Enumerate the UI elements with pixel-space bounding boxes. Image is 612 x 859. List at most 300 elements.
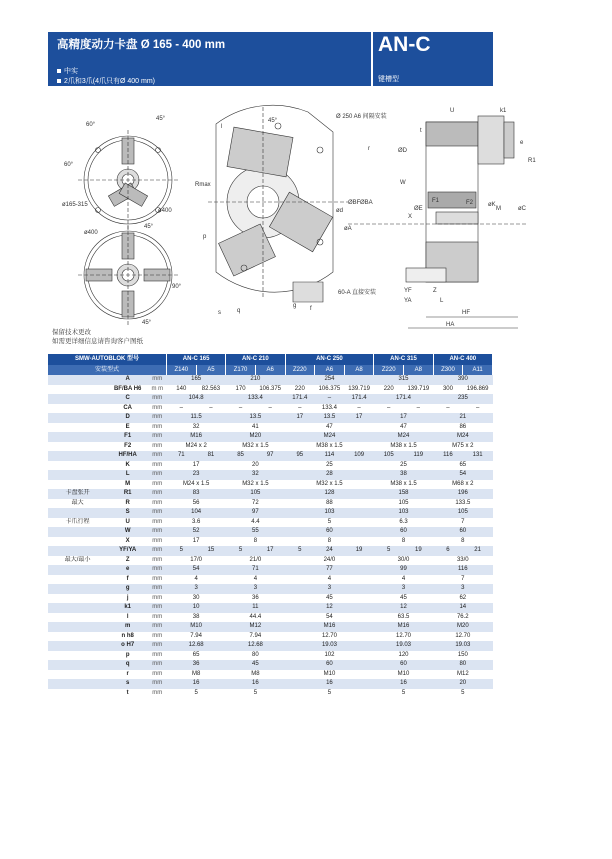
value-cell: M24 xyxy=(285,432,374,442)
value-cell: 116 xyxy=(433,565,492,575)
row-category xyxy=(48,670,107,680)
value-cell: M68 x 2 xyxy=(452,480,474,487)
row-unit: mm xyxy=(148,546,166,556)
row-unit: mm xyxy=(152,594,163,601)
table-row xyxy=(48,651,493,661)
value-cell: 65 xyxy=(459,461,467,468)
value-cell: 86 xyxy=(459,423,467,430)
label-ya: YA xyxy=(404,298,412,304)
value-cell: 95 xyxy=(285,451,315,461)
row-unit: mm xyxy=(152,480,163,487)
row-category: 卡盘张开 xyxy=(48,489,107,499)
row-symbol: S xyxy=(107,508,148,518)
value-cell: 5 xyxy=(327,518,332,525)
value-cell: 12.70 xyxy=(455,632,471,639)
row-category xyxy=(48,385,107,395)
label-l2: L xyxy=(440,298,444,304)
value-cell: 4 xyxy=(253,575,258,582)
chuck-front-view-4jaw xyxy=(78,224,182,326)
header-cell: 安装型式 xyxy=(48,365,167,375)
header-cell: Z220 xyxy=(285,365,315,375)
value-cell: 12 xyxy=(285,603,374,613)
value-cell: 103 xyxy=(285,508,374,518)
value-cell: 17 xyxy=(344,413,374,423)
value-cell: M24 x 1.5 xyxy=(182,480,210,487)
table-row xyxy=(48,451,493,461)
value-cell: M8 xyxy=(251,670,260,677)
value-cell: 7 xyxy=(461,518,465,525)
label-yf: YF xyxy=(404,288,412,294)
value-cell: 19 xyxy=(404,546,434,556)
table-row xyxy=(48,613,493,623)
value-cell: 54 xyxy=(433,470,492,480)
row-symbol: o H7 xyxy=(107,641,148,651)
value-cell: 23 xyxy=(167,470,226,480)
label-s: s xyxy=(218,310,221,316)
value-cell: 30 xyxy=(192,594,200,601)
table-row xyxy=(48,575,493,585)
value-cell: M8 xyxy=(191,670,201,677)
row-category xyxy=(48,632,107,642)
table-row xyxy=(48,394,493,404)
value-cell: 5 xyxy=(327,689,332,696)
value-cell: 60 xyxy=(433,527,492,537)
table-row xyxy=(48,404,493,414)
row-category xyxy=(48,413,107,423)
label-k: øK xyxy=(488,202,496,208)
chuck-section-view xyxy=(336,108,536,328)
value-cell: 33/0 xyxy=(456,556,469,563)
row-category xyxy=(48,660,107,670)
value-cell: 32 xyxy=(192,423,200,430)
value-cell: 139.719 xyxy=(407,385,430,392)
bullet-square-icon xyxy=(57,79,61,83)
value-cell: 196 xyxy=(433,489,492,499)
row-unit: mm xyxy=(148,584,166,594)
label-k1: k1 xyxy=(500,108,507,114)
table-row xyxy=(48,584,493,594)
header-cell: A11 xyxy=(463,365,493,375)
product-type: 键槽型 xyxy=(378,76,399,83)
value-cell: 52 xyxy=(167,527,226,537)
header-cell: Z300 xyxy=(433,365,463,375)
row-symbol: U xyxy=(125,518,130,525)
value-cell: M38 x 1.5 xyxy=(390,480,417,487)
row-category: 最大 xyxy=(71,499,84,506)
value-cell: M38 x 1.5 xyxy=(316,442,343,449)
value-cell: M10 xyxy=(397,670,410,677)
label-90: 90° xyxy=(172,284,182,290)
value-cell: 139.719 xyxy=(348,385,370,392)
row-category xyxy=(48,461,107,471)
row-symbol: BF/BA H6 xyxy=(113,385,142,392)
value-cell: – xyxy=(387,404,391,411)
value-cell: 13.5 xyxy=(226,413,285,423)
row-symbol: R xyxy=(125,499,130,506)
row-symbol: f xyxy=(126,575,129,582)
value-cell: 77 xyxy=(285,565,374,575)
value-cell: 17 xyxy=(192,537,200,544)
label-ha: HA xyxy=(446,322,455,328)
header-cell: A6 xyxy=(315,365,345,375)
value-cell: 28 xyxy=(285,470,374,480)
value-cell: 7 xyxy=(461,575,465,582)
label-q: q xyxy=(237,308,241,314)
value-cell: 114 xyxy=(315,451,345,461)
row-category xyxy=(48,613,107,623)
table-row xyxy=(48,603,493,613)
value-cell: 300 xyxy=(442,385,453,392)
value-cell: M38 x 1.5 xyxy=(390,442,417,449)
row-unit: mm xyxy=(148,679,166,689)
row-symbol: R1 xyxy=(107,489,148,499)
table-row xyxy=(48,556,493,566)
value-cell: 36 xyxy=(252,594,259,601)
row-symbol: F1 xyxy=(107,432,148,442)
label-hf: HF xyxy=(462,310,470,316)
value-cell: 7.94 xyxy=(249,632,262,639)
value-cell: 25 xyxy=(326,461,333,468)
value-cell: – xyxy=(416,404,420,411)
row-symbol: n h8 xyxy=(121,632,134,639)
value-cell: 105 xyxy=(433,508,492,518)
table-row xyxy=(48,537,493,547)
label-f: f xyxy=(310,306,312,312)
value-cell: 165 xyxy=(167,375,226,385)
value-cell: 16 xyxy=(374,679,433,689)
value-cell: M75 x 2 xyxy=(452,442,474,449)
value-cell: 170 xyxy=(235,385,246,392)
label-l: l xyxy=(221,124,223,130)
value-cell: 63.5 xyxy=(397,613,410,620)
value-cell: 47 xyxy=(326,423,333,430)
value-cell: 3 xyxy=(226,584,285,594)
row-unit: mm xyxy=(152,670,163,677)
row-category xyxy=(48,584,107,594)
label-x: X xyxy=(408,214,413,220)
label-z: Z xyxy=(433,288,437,294)
value-cell: 17 xyxy=(374,413,433,423)
row-symbol: t xyxy=(126,689,129,696)
header-cell: A5 xyxy=(196,365,226,375)
value-cell: 106.375 xyxy=(259,385,282,392)
value-cell: 85 xyxy=(226,451,256,461)
table-row xyxy=(48,461,493,471)
note-top: Ø 250 A6 间隔安装 xyxy=(336,114,387,120)
value-cell: 235 xyxy=(433,394,492,404)
row-symbol: HF/HA xyxy=(107,451,148,461)
label-400: ø400 xyxy=(158,208,172,214)
row-category xyxy=(48,651,107,661)
value-cell: M16 xyxy=(167,432,226,442)
value-cell: 65 xyxy=(192,651,200,658)
label-c: øC xyxy=(518,206,526,212)
value-cell: M32 x 1.5 xyxy=(242,480,269,487)
value-cell: 5 xyxy=(374,546,404,556)
value-cell: 5 xyxy=(461,689,465,696)
value-cell: 30/0 xyxy=(397,556,410,563)
value-cell: 88 xyxy=(326,499,333,506)
value-cell: 82.563 xyxy=(201,385,221,392)
table-row xyxy=(48,413,493,423)
value-cell: 103 xyxy=(374,508,433,518)
row-category xyxy=(48,404,107,414)
note-bot: 60-A 直接安装 xyxy=(338,290,377,296)
value-cell: 3.6 xyxy=(191,518,201,525)
value-cell: 5 xyxy=(285,546,315,556)
value-cell: 119 xyxy=(404,451,434,461)
value-cell: 133.4 xyxy=(321,404,337,411)
row-category xyxy=(48,451,107,461)
row-unit: mm xyxy=(148,527,166,537)
label-p: p xyxy=(203,234,207,240)
header-cell: A6 xyxy=(255,365,285,375)
row-unit: mm xyxy=(148,565,166,575)
value-cell: 4 xyxy=(194,575,198,582)
value-cell: 16 xyxy=(285,679,374,689)
value-cell: 7.94 xyxy=(190,632,202,639)
product-code: AN-C xyxy=(378,33,431,56)
label-f1: F1 xyxy=(432,198,440,204)
row-symbol: X xyxy=(125,537,130,544)
value-cell: – xyxy=(357,404,361,411)
value-cell: 45 xyxy=(400,594,407,601)
row-unit: mm xyxy=(152,499,163,506)
note-1: 保留技术更改 xyxy=(52,329,91,336)
label-d2: ØD xyxy=(398,148,407,154)
header-cell: A8 xyxy=(344,365,374,375)
label-r1: R1 xyxy=(528,158,536,164)
value-cell: – xyxy=(209,404,213,411)
value-cell: 20 xyxy=(252,461,259,468)
row-unit: mm xyxy=(152,423,163,430)
row-unit: mm xyxy=(148,451,166,461)
row-symbol: CA xyxy=(123,404,133,411)
row-unit: mm xyxy=(148,432,166,442)
row-symbol: A xyxy=(107,375,148,385)
page-title: 高精度动力卡盘 Ø 165 - 400 mm xyxy=(57,39,226,51)
value-cell: 32 xyxy=(226,470,285,480)
row-category xyxy=(48,470,107,480)
row-symbol: M xyxy=(125,480,131,487)
table-row xyxy=(48,518,493,528)
bullet-square-icon xyxy=(57,69,61,73)
label-size: ø165-315 xyxy=(62,202,88,208)
label-u: U xyxy=(450,108,455,114)
row-unit: mm xyxy=(148,394,166,404)
row-unit: mm xyxy=(152,632,163,639)
value-cell: M12 xyxy=(456,670,469,677)
value-cell: 62 xyxy=(459,594,467,601)
header-cell: Z140 xyxy=(167,365,197,375)
value-cell: 38 xyxy=(374,470,433,480)
value-cell: 99 xyxy=(374,565,433,575)
technical-drawing xyxy=(48,92,593,350)
row-category xyxy=(48,480,107,490)
value-cell: M10 xyxy=(167,622,226,632)
value-cell: M20 xyxy=(433,622,492,632)
row-category: 卡爪行程 xyxy=(65,518,90,525)
value-cell: 196.869 xyxy=(466,385,489,392)
value-cell: 116 xyxy=(433,451,463,461)
value-cell: 44.4 xyxy=(249,613,262,620)
value-cell: 76.2 xyxy=(456,613,469,620)
header-cell: A8 xyxy=(404,365,434,375)
value-cell: 158 xyxy=(374,489,433,499)
value-cell: 24/0 xyxy=(323,556,336,563)
row-symbol: s xyxy=(107,679,148,689)
value-cell: 19.03 xyxy=(433,641,492,651)
value-cell: 21 xyxy=(433,413,492,423)
label-e2: ØE xyxy=(414,206,423,212)
value-cell: 8 xyxy=(401,537,406,544)
row-symbol: Z xyxy=(125,556,130,563)
value-cell: 13.5 xyxy=(315,413,345,423)
row-category xyxy=(48,527,107,537)
row-symbol: p xyxy=(125,651,130,658)
value-cell: – xyxy=(238,404,243,411)
row-category xyxy=(48,603,107,613)
value-cell: M20 xyxy=(226,432,285,442)
value-cell: 60 xyxy=(374,660,433,670)
table-row xyxy=(48,423,493,433)
value-cell: 254 xyxy=(285,375,374,385)
value-cell: 171.4 xyxy=(285,394,315,404)
value-cell: 12.70 xyxy=(321,632,337,639)
table-header-models xyxy=(48,354,493,365)
spec-table-body xyxy=(48,354,493,698)
value-cell: – xyxy=(179,404,183,411)
row-category xyxy=(48,508,107,518)
header-cell: Z170 xyxy=(226,365,256,375)
table-row xyxy=(48,375,493,385)
row-unit: mm xyxy=(152,461,163,468)
label-w: W xyxy=(400,180,406,186)
value-cell: 45 xyxy=(326,594,333,601)
row-unit: mm xyxy=(152,518,163,525)
label-60b: 60° xyxy=(64,162,74,168)
row-symbol: j xyxy=(126,594,129,601)
value-cell: 12.68 xyxy=(167,641,226,651)
label-a: øA xyxy=(344,226,352,232)
value-cell: 60 xyxy=(285,660,374,670)
value-cell: 17 xyxy=(285,413,315,423)
table-row xyxy=(48,385,493,395)
bullet-1 xyxy=(57,66,78,76)
value-cell: 12 xyxy=(374,603,433,613)
table-row xyxy=(48,679,493,689)
value-cell: 55 xyxy=(226,527,285,537)
value-cell: 56 xyxy=(192,499,200,506)
value-cell: 4 xyxy=(401,575,406,582)
value-cell: 80 xyxy=(433,660,492,670)
row-symbol: l xyxy=(126,613,129,620)
value-cell: 8 xyxy=(327,537,332,544)
row-unit: mm xyxy=(148,641,166,651)
value-cell: 3 xyxy=(167,584,226,594)
table-row xyxy=(48,670,493,680)
row-category xyxy=(48,423,107,433)
label-45c: 45° xyxy=(144,224,154,230)
label-60: 60° xyxy=(86,122,96,128)
row-unit: mm xyxy=(152,575,163,582)
value-cell: – xyxy=(315,394,345,404)
table-row xyxy=(48,508,493,518)
label-45d: 45° xyxy=(142,320,152,326)
row-unit: mm xyxy=(152,613,163,620)
value-cell: 80 xyxy=(252,651,259,658)
value-cell: 54 xyxy=(167,565,226,575)
value-cell: 128 xyxy=(285,489,374,499)
label-400b: ø400 xyxy=(84,230,98,236)
row-category xyxy=(48,622,107,632)
value-cell: 21/0 xyxy=(249,556,262,563)
row-unit: mm xyxy=(148,622,166,632)
row-unit: mm xyxy=(148,660,166,670)
row-symbol: C xyxy=(107,394,148,404)
value-cell: M32 x 1.5 xyxy=(242,442,269,449)
row-unit: m m xyxy=(151,385,164,392)
header-code-box xyxy=(373,32,493,86)
label-d: ød xyxy=(336,208,344,214)
row-symbol: k1 xyxy=(107,603,148,613)
value-cell: 60 xyxy=(285,527,374,537)
value-cell: 19 xyxy=(344,546,374,556)
row-category: 最大/最小 xyxy=(64,556,91,563)
value-cell: 220 xyxy=(294,385,305,392)
label-45e: 45° xyxy=(268,118,278,124)
value-cell: 315 xyxy=(374,375,433,385)
value-cell: 81 xyxy=(196,451,226,461)
value-cell: 133.5 xyxy=(455,499,471,506)
value-cell: 171.4 xyxy=(344,394,374,404)
value-cell: 12.70 xyxy=(396,632,412,639)
table-row xyxy=(48,480,493,490)
value-cell: 16 xyxy=(167,679,226,689)
value-cell: M24 xyxy=(374,432,433,442)
table-row xyxy=(48,527,493,537)
row-symbol: g xyxy=(107,584,148,594)
value-cell: 97 xyxy=(226,508,285,518)
table-row xyxy=(48,499,493,509)
row-unit: mm xyxy=(152,537,163,544)
value-cell: 16 xyxy=(226,679,285,689)
value-cell: 83 xyxy=(167,489,226,499)
row-category xyxy=(48,594,107,604)
value-cell: 5 xyxy=(194,689,198,696)
bullet-2-text: 2爪和3爪(4爪只有Ø 400 mm) xyxy=(64,78,156,85)
value-cell: 60 xyxy=(374,527,433,537)
row-category xyxy=(48,432,107,442)
label-m: M xyxy=(496,206,501,212)
note-2: 如需更详细信息请咨询客户图纸 xyxy=(52,338,143,345)
header-cell: AN-C 250 xyxy=(285,354,374,365)
row-symbol: m xyxy=(107,622,148,632)
value-cell: M10 xyxy=(323,670,336,677)
label-r: r xyxy=(368,146,370,152)
table-row xyxy=(48,432,493,442)
row-unit: mm xyxy=(148,489,166,499)
header-cell: AN-C 315 xyxy=(374,354,433,365)
header-cell: AN-C 165 xyxy=(167,354,226,365)
value-cell: 109 xyxy=(344,451,374,461)
label-t: t xyxy=(420,128,422,134)
row-symbol: E xyxy=(125,423,130,430)
value-cell: 72 xyxy=(252,499,259,506)
value-cell: 10 xyxy=(167,603,226,613)
value-cell: 21 xyxy=(463,546,493,556)
value-cell: 19.03 xyxy=(374,641,433,651)
